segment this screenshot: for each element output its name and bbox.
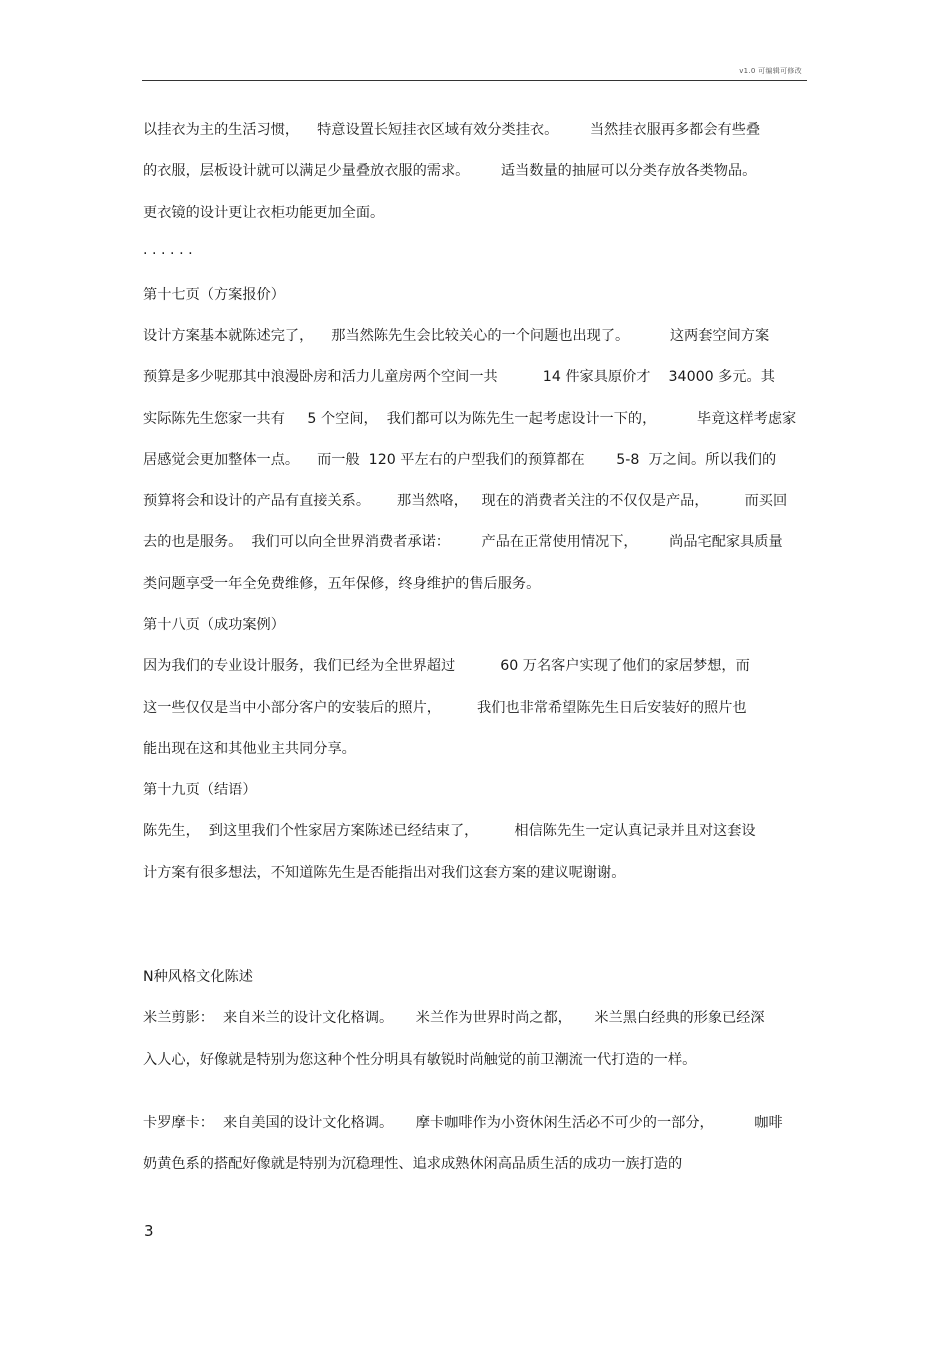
text-line: 奶黄色系的搭配好像就是特别为沉稳理性、追求成熟休闲高品质生活的成功一族打造的 <box>143 1156 683 1172</box>
text-line: 这一些仅仅是当中小部分客户的安装后的照片， 我们也非常希望陈先生日后安装好的照片也 <box>143 700 747 716</box>
text-line: 第十九页（结语） <box>143 782 257 798</box>
text-line: 米兰剪影： 来自米兰的设计文化格调。 米兰作为世界时尚之都， 米兰黑白经典的形象已经深 <box>143 1010 765 1026</box>
page-number: 3 <box>144 1222 154 1240</box>
text-line: 去的也是服务。 我们可以向全世界消费者承诺： 产品在正常使用情况下， 尚品宅配家具质量 <box>143 534 783 550</box>
text-line: · · · · · · <box>143 246 193 262</box>
text-line: N种风格文化陈述 <box>143 969 253 985</box>
text-line: 以挂衣为主的生活习惯， 特意设置长短挂衣区域有效分类挂衣。 当然挂衣服再多都会有些叠 <box>143 122 761 138</box>
text-line: 陈先生， 到这里我们个性家居方案陈述已经结束了， 相信陈先生一定认真记录并且对这套设 <box>143 823 756 839</box>
document-body <box>143 120 808 1174</box>
text-line: 预算是多少呢那其中浪漫卧房和活力儿童房两个空间一共 14 件家具原价才 34000 多元。其 <box>143 369 775 385</box>
text-line: 预算将会和设计的产品有直接关系。 那当然咯， 现在的消费者关注的不仅仅是产品， 而买回 <box>143 493 788 509</box>
header-divider <box>142 80 807 81</box>
text-line: 第十八页（成功案例） <box>143 617 285 633</box>
text-line: 第十七页（方案报价） <box>143 287 285 303</box>
version-note: v1.0 可编辑可修改 <box>739 67 802 75</box>
text-line: 居感觉会更加整体一点。 而一般 120 平左右的户型我们的预算都在 5-8 万之间。所以我们的 <box>143 452 777 468</box>
text-line: 类问题享受一年全免费维修，五年保修，终身维护的售后服务。 <box>143 576 541 592</box>
text-line: 的衣服，层板设计就可以满足少量叠放衣服的需求。 适当数量的抽屉可以分类存放各类物品。 <box>143 163 757 179</box>
text-line: 实际陈先生您家一共有 5 个空间， 我们都可以为陈先生一起考虑设计一下的， 毕竟这样考虑家 <box>143 411 797 427</box>
text-line: 设计方案基本就陈述完了， 那当然陈先生会比较关心的一个问题也出现了。 这两套空间方案 <box>143 328 770 344</box>
text-line: 计方案有很多想法，不知道陈先生是否能指出对我们这套方案的建议呢谢谢。 <box>143 865 626 881</box>
text-line: 更衣镜的设计更让衣柜功能更加全面。 <box>143 205 385 221</box>
text-line: 入人心，好像就是特别为您这种个性分明具有敏锐时尚触觉的前卫潮流一代打造的一样。 <box>143 1052 697 1068</box>
text-line: 卡罗摩卡： 来自美国的设计文化格调。 摩卡咖啡作为小资休闲生活必不可少的一部分， 咖啡 <box>143 1115 783 1131</box>
text-line: 因为我们的专业设计服务，我们已经为全世界超过 60 万名客户实现了他们的家居梦想，而 <box>143 658 750 674</box>
text-line: 能出现在这和其他业主共同分享。 <box>143 741 356 757</box>
